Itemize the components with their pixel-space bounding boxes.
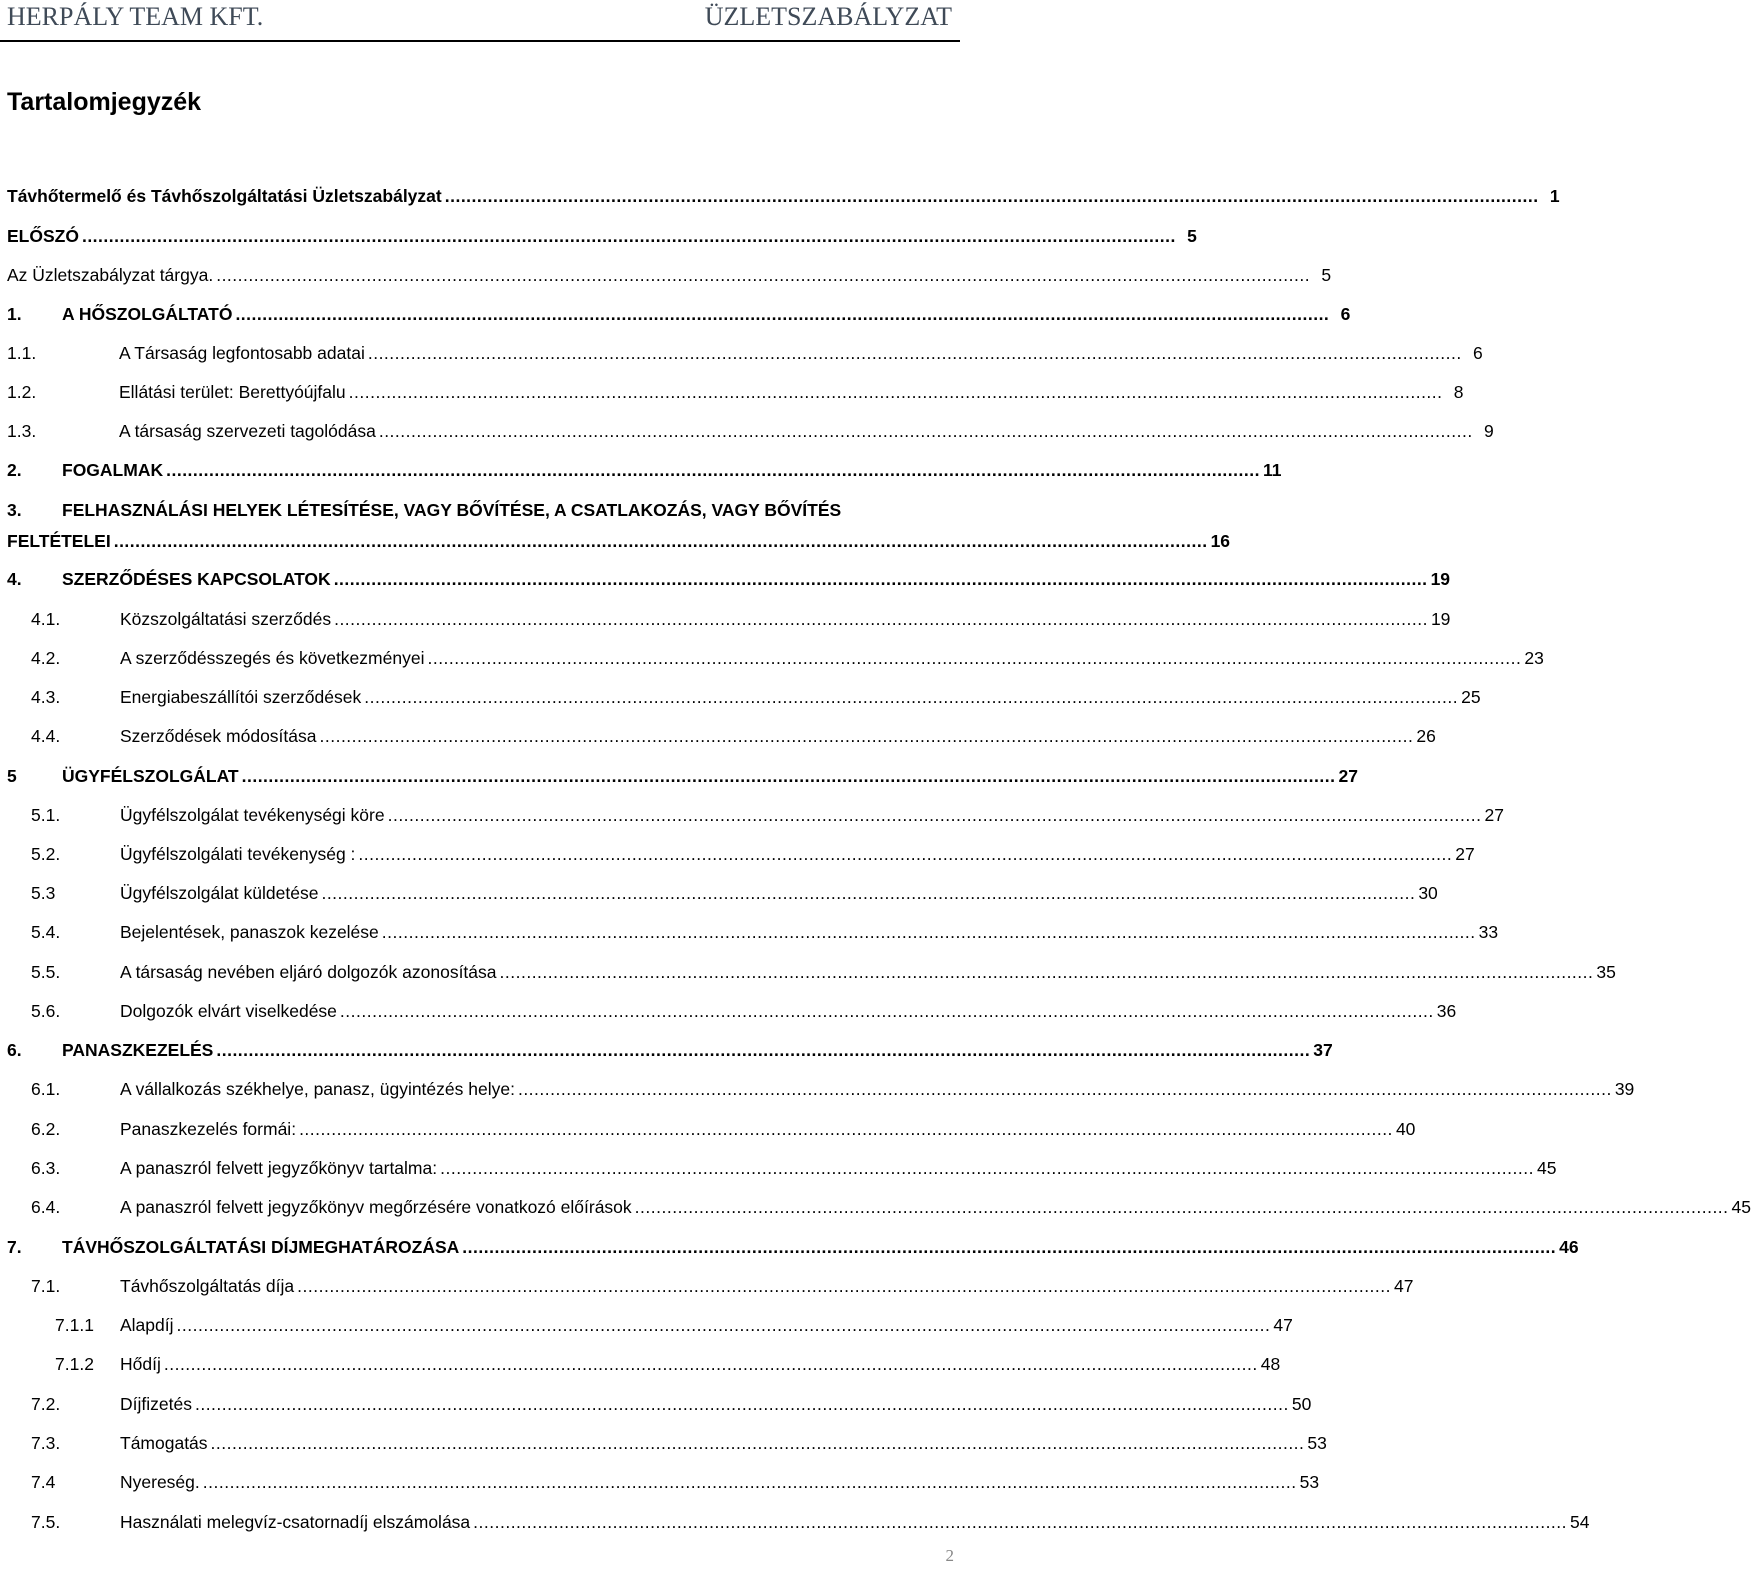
toc-entry-text: Támogatás	[120, 1433, 208, 1453]
toc-entry-text: Ügyfélszolgálat tevékenységi köre	[120, 805, 385, 825]
toc-page-number: 11	[1262, 460, 1282, 480]
toc-entry[interactable]: 1.3. A társaság szervezeti tagolódása ............................................................................................................................................................................................................ 9	[7, 421, 1494, 441]
toc-page-number: 23	[1524, 648, 1544, 668]
toc-entry[interactable]: 7. TÁVHŐSZOLGÁLTATÁSI DÍJMEGHATÁROZÁSA ............................................................................................................................................................................................................ 46	[7, 1237, 1579, 1257]
toc-page-number: 5	[1321, 265, 1332, 285]
toc-page-number: 5	[1187, 226, 1197, 246]
toc-entry-number: 1.1.	[7, 343, 37, 363]
toc-entry-number: 7.5.	[31, 1512, 61, 1532]
document-name: ÜZLETSZABÁLYZAT	[704, 2, 952, 31]
toc-page-number: 47	[1273, 1315, 1293, 1335]
page-number: 2	[945, 1546, 954, 1565]
toc-entry-text: Távhőtermelő és Távhőszolgáltatási Üzletszabályzat	[7, 186, 442, 206]
toc-entry[interactable]: 5.1. Ügyfélszolgálat tevékenységi köre ............................................................................................................................................................................................................ 27	[31, 805, 1504, 825]
toc-entry-text: Ügyfélszolgálati tevékenység :	[120, 844, 356, 864]
toc-entry-text: Bejelentések, panaszok kezelése	[120, 922, 379, 942]
toc-entry-text: A panaszról felvett jegyzőkönyv megőrzésére vonatkozó előírások	[120, 1197, 632, 1217]
toc-entry[interactable]: 6. PANASZKEZELÉS ............................................................................................................................................................................................................ 37	[7, 1040, 1333, 1060]
toc-entry-text: A Társaság legfontosabb adatai	[119, 343, 365, 363]
toc-entry-number: 5.1.	[31, 805, 61, 825]
toc-entry-text: Panaszkezelés formái:	[120, 1119, 297, 1139]
toc-page-number: 54	[1570, 1512, 1590, 1532]
toc-entry[interactable]: 6.4. A panaszról felvett jegyzőkönyv megőrzésére vonatkozó előírások ............................................................................................................................................................................................................ 45	[31, 1197, 1751, 1217]
toc-entry-text: Díjfizetés	[120, 1394, 192, 1414]
toc-entry-continuation[interactable]: FELTÉTELEI ............................................................................................................................................................................................................ 16	[7, 531, 1231, 551]
toc-entry-text: TÁVHŐSZOLGÁLTATÁSI DÍJMEGHATÁROZÁSA	[62, 1237, 460, 1257]
toc-page-number: 9	[1483, 421, 1494, 441]
toc-page-number: 27	[1338, 766, 1358, 786]
toc-page-number: 45	[1536, 1158, 1557, 1178]
toc-page-number: 36	[1436, 1001, 1457, 1021]
toc-entry-number: 3.	[7, 500, 22, 520]
toc-entry-number: 7.1.	[31, 1276, 61, 1296]
toc-entry-number: 7.1.2	[55, 1354, 94, 1374]
toc-entry-number: 4.	[7, 569, 22, 589]
toc-entry[interactable]: 7.3. Támogatás ............................................................................................................................................................................................................ 53	[31, 1433, 1327, 1453]
toc-entry-number: 5.4.	[31, 922, 61, 942]
toc-entry-number: 4.3.	[31, 687, 61, 707]
toc-entry-text: Hődíj	[120, 1354, 161, 1374]
toc-page-number: 39	[1614, 1079, 1635, 1099]
toc-entry[interactable]: 7.2. Díjfizetés ............................................................................................................................................................................................................ 50	[31, 1394, 1312, 1414]
toc-entry[interactable]: Távhőtermelő és Távhőszolgáltatási Üzletszabályzat ............................................................................................................................................................................................................ 1	[7, 186, 1560, 206]
toc-entry[interactable]: Az Üzletszabályzat tárgya. ............................................................................................................................................................................................................ 5	[7, 265, 1332, 285]
toc-entry-text: Használati melegvíz-csatornadíj elszámolása	[120, 1512, 471, 1532]
toc-page-number: 25	[1461, 687, 1481, 707]
toc-page-number: 27	[1455, 844, 1475, 864]
toc-page-number: 50	[1291, 1394, 1312, 1414]
toc-entry-number: 1.	[7, 304, 22, 324]
toc-entry-number: 5.2.	[31, 844, 61, 864]
toc-entry-number: 7.3.	[31, 1433, 61, 1453]
toc-entry[interactable]: 5.6. Dolgozók elvárt viselkedése ............................................................................................................................................................................................................ 36	[31, 1001, 1457, 1021]
toc-page-number: 30	[1418, 883, 1438, 903]
toc-entry-number: 6.3.	[31, 1158, 61, 1178]
toc-entry-text: FOGALMAK	[62, 460, 164, 480]
toc-entry[interactable]: 6.1. A vállalkozás székhelye, panasz, ügyintézés helye: ............................................................................................................................................................................................................ 39	[31, 1079, 1635, 1099]
toc-page-number: 16	[1210, 531, 1231, 551]
toc-entry[interactable]: 7.4 Nyereség. ............................................................................................................................................................................................................ 53	[31, 1472, 1320, 1492]
toc-entry-number: 7.4	[31, 1472, 56, 1492]
toc-page-number: 19	[1430, 609, 1451, 629]
company-name: HERPÁLY TEAM KFT.	[7, 2, 264, 31]
toc-entry-number: 5.5.	[31, 962, 61, 982]
toc-entry-wrapped[interactable]	[7, 498, 958, 522]
toc-entry[interactable]: 7.1.1 Alapdíj ............................................................................................................................................................................................................ 47	[55, 1315, 1293, 1335]
toc-entry[interactable]: 5.3 Ügyfélszolgálat küldetése ............................................................................................................................................................................................................ 30	[31, 883, 1438, 903]
toc-entry[interactable]: 7.1.2 Hődíj ............................................................................................................................................................................................................ 48	[55, 1354, 1281, 1374]
toc-page-number: 8	[1453, 382, 1464, 402]
toc-entry-number: 7.	[7, 1237, 22, 1257]
toc-entry[interactable]: 7.5. Használati melegvíz-csatornadíj elszámolása ............................................................................................................................................................................................................ 54	[31, 1512, 1590, 1532]
toc-entry-text: FELTÉTELEI	[7, 531, 111, 551]
toc-entry[interactable]: 6.3. A panaszról felvett jegyzőkönyv tartalma: ............................................................................................................................................................................................................ 45	[31, 1158, 1557, 1178]
toc-entry-text: Ügyfélszolgálat küldetése	[120, 883, 319, 903]
toc-entry-number: 1.2.	[7, 382, 37, 402]
toc-page-number: 6	[1340, 304, 1351, 324]
toc-entry-text: Szerződések módosítása	[120, 726, 317, 746]
toc-page-number: 1	[1549, 186, 1560, 206]
toc-page-number: 40	[1395, 1119, 1416, 1139]
toc-entry-number: 2.	[7, 460, 22, 480]
toc-entry-text: Az Üzletszabályzat tárgya.	[7, 265, 214, 285]
toc-page-number: 46	[1559, 1237, 1579, 1257]
toc-entry-text: SZERZŐDÉSES KAPCSOLATOK	[62, 569, 331, 589]
toc-entry[interactable]: 1.2. Ellátási terület: Berettyóújfalu ............................................................................................................................................................................................................ 8	[7, 382, 1464, 402]
toc-page-number: 35	[1596, 962, 1616, 982]
toc-entry[interactable]: 4.4. Szerződések módosítása ............................................................................................................................................................................................................ 26	[31, 726, 1436, 746]
toc-page-number: 45	[1731, 1197, 1751, 1217]
toc-entry-number: 4.2.	[31, 648, 61, 668]
toc-entry[interactable]: ELŐSZÓ ............................................................................................................................................................................................................ 5	[7, 226, 1197, 246]
toc-page-number: 33	[1478, 922, 1499, 942]
toc-entry-text: A panaszról felvett jegyzőkönyv tartalma:	[120, 1158, 438, 1178]
page-header	[0, 0, 960, 42]
toc-entry-text: Alapdíj	[120, 1315, 174, 1335]
toc-entry[interactable]: 7.1. Távhőszolgáltatás díja ............................................................................................................................................................................................................ 47	[31, 1276, 1414, 1296]
toc-page-number: 27	[1484, 805, 1504, 825]
toc-entry[interactable]: 5.2. Ügyfélszolgálati tevékenység : ............................................................................................................................................................................................................ 27	[31, 844, 1475, 864]
toc-page-number: 53	[1299, 1472, 1320, 1492]
toc-entry-number: 5.3	[31, 883, 56, 903]
toc-entry[interactable]: 2. FOGALMAK ............................................................................................................................................................................................................ 11	[7, 460, 1282, 480]
toc-entry-number: 4.1.	[31, 609, 61, 629]
toc-page-number: 53	[1307, 1433, 1327, 1453]
toc-entry-text: PANASZKEZELÉS	[62, 1040, 214, 1060]
toc-entry-number: 6.4.	[31, 1197, 61, 1217]
toc-title: Tartalomjegyzék	[7, 88, 202, 116]
toc-entry[interactable]: 4. SZERZŐDÉSES KAPCSOLATOK ............................................................................................................................................................................................................ 19	[7, 569, 1451, 589]
toc-page-number: 47	[1394, 1276, 1414, 1296]
toc-entry[interactable]: 4.3. Energiabeszállítói szerződések ............................................................................................................................................................................................................ 25	[31, 687, 1481, 707]
toc-entry[interactable]: 1. A HŐSZOLGÁLTATÓ ............................................................................................................................................................................................................ 6	[7, 304, 1351, 324]
toc-page-number: 26	[1416, 726, 1436, 746]
toc-entry-text: ÜGYFÉLSZOLGÁLAT	[62, 766, 239, 786]
toc-entry[interactable]: 6.2. Panaszkezelés formái: ............................................................................................................................................................................................................ 40	[31, 1119, 1416, 1139]
toc-entry-number: 7.1.1	[55, 1315, 94, 1335]
toc-page-number: 37	[1313, 1040, 1333, 1060]
toc-entry[interactable]: 5.5. A társaság nevében eljáró dolgozók azonosítása ............................................................................................................................................................................................................ 35	[31, 962, 1616, 982]
toc-entry-number: 7.2.	[31, 1394, 61, 1414]
toc-entry-text: ELŐSZÓ	[7, 226, 79, 246]
toc-entry-text: A társaság nevében eljáró dolgozók azonosítása	[120, 962, 497, 982]
toc-entry-number: 4.4.	[31, 726, 61, 746]
toc-entry-text: A vállalkozás székhelye, panasz, ügyintézés helye:	[120, 1079, 515, 1099]
toc-entry-text: A HŐSZOLGÁLTATÓ	[62, 304, 233, 324]
toc-entry-text: Ellátási terület: Berettyóújfalu	[119, 382, 346, 402]
toc-entry-number: 6.2.	[31, 1119, 61, 1139]
toc-entry-number: 1.3.	[7, 421, 37, 441]
toc-entry-text: Nyereség.	[120, 1472, 200, 1492]
toc-entry[interactable]: 4.1. Közszolgáltatási szerződés ............................................................................................................................................................................................................ 19	[31, 609, 1451, 629]
toc-entry[interactable]: 4.2. A szerződésszegés és következményei ............................................................................................................................................................................................................ 23	[31, 648, 1544, 668]
toc-entry-text: A társaság szervezeti tagolódása	[119, 421, 376, 441]
toc-entry-text: Közszolgáltatási szerződés	[120, 609, 332, 629]
toc-entry-number: 5	[7, 766, 17, 786]
toc-entry-number: 6.	[7, 1040, 22, 1060]
toc-entry-text: Energiabeszállítói szerződések	[120, 687, 362, 707]
toc-page-number: 6	[1472, 343, 1483, 363]
toc-entry-text: A szerződésszegés és következményei	[120, 648, 425, 668]
toc-entry-number: 5.6.	[31, 1001, 61, 1021]
toc-page-number: 19	[1430, 569, 1451, 589]
toc-entry[interactable]: 5.4. Bejelentések, panaszok kezelése ............................................................................................................................................................................................................ 33	[31, 922, 1499, 942]
toc-entry-text: Dolgozók elvárt viselkedése	[120, 1001, 337, 1021]
toc-entry-text: Távhőszolgáltatás díja	[120, 1276, 295, 1296]
toc-entry[interactable]: 1.1. A Társaság legfontosabb adatai ............................................................................................................................................................................................................ 6	[7, 343, 1483, 363]
toc-entry-text: FELHASZNÁLÁSI HELYEK LÉTESÍTÉSE, VAGY BŐVÍTÉSE, A CSATLAKOZÁS, VAGY BŐVÍTÉS	[62, 500, 842, 520]
toc-page-number: 48	[1260, 1354, 1281, 1374]
toc-entry-number: 6.1.	[31, 1079, 61, 1099]
toc-entry[interactable]: 5 ÜGYFÉLSZOLGÁLAT ............................................................................................................................................................................................................ 27	[7, 766, 1358, 786]
